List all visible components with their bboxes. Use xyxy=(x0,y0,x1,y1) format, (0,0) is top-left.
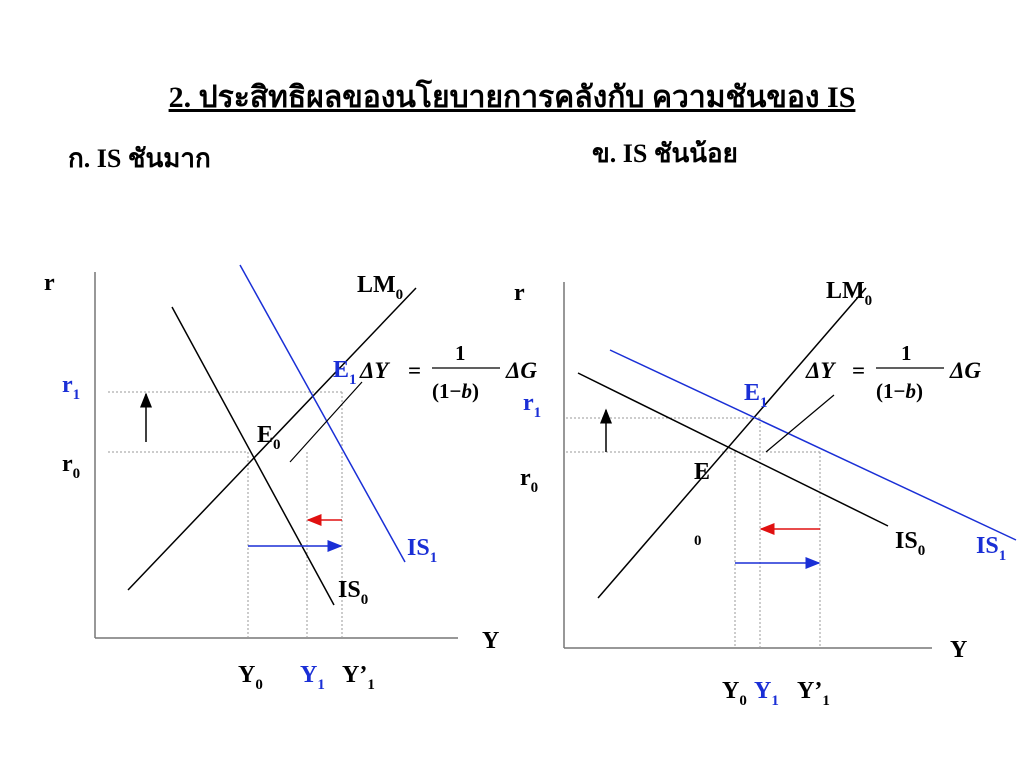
panel-b-pointer-line xyxy=(766,395,834,452)
panel-b-r0-label: $r_0$ xyxy=(520,465,539,496)
panel-a-y1-label: $Y_1$ xyxy=(300,662,325,693)
svg-text:(1−b): (1−b) xyxy=(876,379,923,403)
panel-a-r0-label: $r_0$ xyxy=(62,451,81,482)
panel-a-is1-curve xyxy=(240,265,405,562)
panel-a-heading: ก. IS ชันมาก xyxy=(68,144,211,173)
panel-b-is0-label: $IS_0$ xyxy=(895,528,926,559)
panel-a-y1-prime-label: $Y’_1$ xyxy=(342,662,375,693)
panel-a-r-axis-label: r xyxy=(44,270,55,296)
panel-b-e0-subscript: 0 xyxy=(694,533,702,549)
panel-a-y0-label: $Y_0$ xyxy=(238,662,263,693)
svg-text:ΔG: ΔG xyxy=(950,358,982,383)
panel-b-lm0-curve xyxy=(598,288,866,598)
panel-b-heading: ข. IS ชันน้อย xyxy=(592,139,738,168)
svg-text:1: 1 xyxy=(901,341,912,365)
panel-b-r-axis-label: r xyxy=(514,280,525,306)
panel-a-is1-label: $IS_1$ xyxy=(407,535,438,566)
svg-text:1: 1 xyxy=(455,341,466,365)
panel-b-is0-curve xyxy=(578,373,888,526)
panel-b-y1-prime-label: $Y’_1$ xyxy=(797,678,830,709)
panel-a-y-axis-label: Y xyxy=(482,628,500,654)
svg-text:=: = xyxy=(408,358,422,383)
panel-a-e0-label: $E_0$ xyxy=(257,422,281,453)
panel-b-diagram xyxy=(514,278,1016,709)
panel-a-e1-label: $E_1$ xyxy=(333,357,357,388)
panel-a-multiplier-formula xyxy=(359,341,537,403)
svg-text:ΔG: ΔG xyxy=(506,358,538,383)
panel-b-multiplier-formula xyxy=(805,341,981,403)
svg-text:ΔY: ΔY xyxy=(360,358,389,383)
panel-a-diagram xyxy=(44,265,499,693)
slide-title: 2. ประสิทธิผลของนโยบายการคลังกับ ความชันของ IS xyxy=(168,81,856,114)
panel-a-pointer-line xyxy=(290,382,362,462)
panel-b-lm0-label: $LM_0$ xyxy=(826,278,873,309)
panel-b-y1-label: $Y_1$ xyxy=(754,678,779,709)
panel-a-r1-label: $r_1$ xyxy=(62,372,81,403)
panel-a-is0-curve xyxy=(172,307,334,605)
panel-b-is1-label: $IS_1$ xyxy=(976,533,1007,564)
panel-b-y0-label: $Y_0$ xyxy=(722,678,747,709)
svg-text:=: = xyxy=(852,358,866,383)
panel-b-e0-label: E xyxy=(694,459,711,485)
panel-a-is0-label: $IS_0$ xyxy=(338,577,369,608)
svg-text:ΔY: ΔY xyxy=(806,358,835,383)
panel-b-r1-label: $r_1$ xyxy=(523,390,542,421)
panel-a-lm0-label: $LM_0$ xyxy=(357,272,404,303)
panel-b-y-axis-label: Y xyxy=(950,637,968,663)
panel-b-e1-label: $E_1$ xyxy=(744,380,768,411)
svg-text:(1−b): (1−b) xyxy=(432,379,479,403)
